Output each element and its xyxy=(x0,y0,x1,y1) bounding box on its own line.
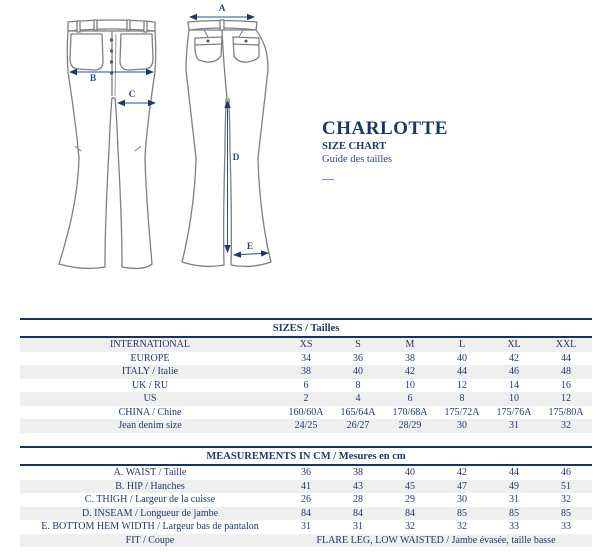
sizes-table-header: SIZES / Tailles xyxy=(20,319,592,337)
cell-value: 44 xyxy=(561,352,572,364)
row-label: UK / RU xyxy=(131,379,169,391)
measurements-table-section xyxy=(20,446,592,547)
measurements-table-header: MEASUREMENTS IN CM / Mesures en cm xyxy=(20,447,592,465)
cell-value: XXL xyxy=(555,339,577,350)
table-row xyxy=(20,480,592,494)
table-row xyxy=(20,337,592,352)
cell-value: 30 xyxy=(457,420,467,431)
cell-value: 33 xyxy=(509,521,519,532)
cell-value: 12 xyxy=(457,379,467,391)
cell-value: 33 xyxy=(561,521,571,532)
row-label: D. INSEAM / Longueur de jambe xyxy=(81,507,219,519)
table-header-row xyxy=(20,447,592,465)
table-row xyxy=(20,392,592,406)
cell-value: 32 xyxy=(405,521,415,532)
page-title: CHARLOTTE xyxy=(322,118,448,139)
table-row xyxy=(20,507,592,521)
measure-c-label: C xyxy=(128,90,136,100)
back-pocket-right xyxy=(233,37,259,62)
measure-b-label: B xyxy=(89,74,97,84)
cell-value: 34 xyxy=(301,352,311,364)
table-row xyxy=(20,493,592,507)
measure-d-label: D xyxy=(232,153,240,163)
cell-value: 85 xyxy=(561,507,571,519)
fit-row xyxy=(20,534,592,548)
sizes-table-section xyxy=(20,318,592,433)
row-label: A. WAIST / Taille xyxy=(113,467,187,478)
cell-value: 160/60A xyxy=(288,406,324,418)
cell-value: 29 xyxy=(405,494,415,505)
cell-value: 2 xyxy=(303,393,309,404)
cell-value: 31 xyxy=(509,420,519,431)
cell-value: 24/25 xyxy=(294,420,318,431)
table-header-row xyxy=(20,319,592,337)
belt-loop xyxy=(220,20,224,30)
belt-loop xyxy=(77,21,80,32)
cell-value: 30 xyxy=(457,494,467,505)
front-pocket-left xyxy=(70,34,103,70)
row-label: E. BOTTOM HEM WIDTH / Largeur bas de pantalon xyxy=(41,521,259,532)
cell-value: 43 xyxy=(353,480,363,492)
fit-value: FLARE LEG, LOW WAISTED / Jambe évasée, taille basse xyxy=(316,534,556,546)
cell-value: 44 xyxy=(509,467,519,478)
cell-value: 40 xyxy=(353,366,363,377)
back-pants-drawing xyxy=(182,20,271,266)
cell-value: 36 xyxy=(353,352,363,364)
table-row xyxy=(20,365,592,379)
cell-value: 36 xyxy=(301,467,311,478)
cell-value: 48 xyxy=(561,366,572,377)
belt-loop xyxy=(94,20,97,30)
row-label: B. HIP / Hanches xyxy=(115,480,185,492)
cell-value: 84 xyxy=(301,507,311,519)
table-row xyxy=(20,419,592,433)
front-pocket-right xyxy=(120,34,153,70)
cell-value: 175/80A xyxy=(548,406,584,418)
cell-value: 14 xyxy=(509,379,519,391)
cell-value: 51 xyxy=(561,480,571,492)
cell-value: 40 xyxy=(457,352,467,364)
table-row xyxy=(20,352,592,366)
belt-loop xyxy=(127,20,130,30)
title-block xyxy=(322,118,552,183)
cell-value: 42 xyxy=(457,467,467,478)
measure-e-label: E xyxy=(246,242,254,252)
cell-value: 32 xyxy=(561,494,571,505)
measurements-table xyxy=(20,446,592,547)
cell-value: 31 xyxy=(509,494,519,505)
cell-value: 175/72A xyxy=(444,406,480,418)
pants-technical-drawing xyxy=(0,0,310,300)
sizes-table xyxy=(20,318,592,433)
cell-value: 40 xyxy=(405,467,415,478)
cell-value: 10 xyxy=(405,379,415,391)
cell-value: 38 xyxy=(405,352,415,364)
cell-value: S xyxy=(355,339,361,350)
row-label: EUROPE xyxy=(130,352,170,364)
cell-value: 8 xyxy=(459,393,465,404)
size-chart-subtitle: SIZE CHART xyxy=(322,141,387,152)
row-label: Jean denim size xyxy=(118,420,182,431)
cell-value: 41 xyxy=(301,480,311,492)
front-pants-drawing xyxy=(59,20,156,268)
cell-value: 170/68A xyxy=(392,406,428,418)
back-silhouette xyxy=(182,30,271,266)
size-chart-subtitle-fr: Guide des tailles xyxy=(322,154,392,165)
table-row xyxy=(20,379,592,393)
cell-value: 6 xyxy=(407,393,413,404)
table-row xyxy=(20,406,592,420)
row-label: FIT / Coupe xyxy=(125,534,175,546)
cell-value: 12 xyxy=(561,393,572,404)
cell-value: 32 xyxy=(561,420,572,431)
cell-value: 85 xyxy=(457,507,467,519)
cell-value: 31 xyxy=(353,521,363,532)
back-pocket-left xyxy=(195,37,222,62)
cell-value: 32 xyxy=(457,521,467,532)
cell-value: 8 xyxy=(355,379,361,391)
cell-value: 45 xyxy=(405,480,415,492)
row-label: CHINA / Chine xyxy=(118,406,182,418)
cell-value: M xyxy=(405,339,415,350)
front-waistband xyxy=(68,20,155,31)
cell-value: 38 xyxy=(353,467,363,478)
cell-value: 49 xyxy=(509,480,519,492)
cell-value: 28/29 xyxy=(398,420,422,431)
cell-value: 165/64A xyxy=(340,406,376,418)
cell-value: XS xyxy=(299,339,313,350)
cell-value: 6 xyxy=(303,379,309,391)
table-row xyxy=(20,520,592,534)
cell-value: 31 xyxy=(301,521,311,532)
cell-value: 4 xyxy=(355,393,361,404)
cell-value: 46 xyxy=(509,366,519,377)
cell-value: 10 xyxy=(509,393,519,404)
cell-value: L xyxy=(458,339,466,350)
cell-value: 26 xyxy=(301,494,311,505)
cell-value: 44 xyxy=(457,366,467,377)
cell-value: 84 xyxy=(405,507,415,519)
cell-value: XL xyxy=(507,339,521,350)
belt-loop xyxy=(144,21,147,32)
table-row xyxy=(20,465,592,480)
cell-value: 16 xyxy=(561,379,572,391)
cell-value: 46 xyxy=(561,467,571,478)
measure-a-label: A xyxy=(218,4,226,14)
cell-value: 42 xyxy=(405,366,415,377)
cell-value: 175/76A xyxy=(496,406,532,418)
cell-value: 42 xyxy=(509,352,519,364)
row-label: INTERNATIONAL xyxy=(110,339,190,350)
cell-value: 38 xyxy=(301,366,311,377)
row-label: C. THIGH / Largeur de la cuisse xyxy=(84,494,216,505)
cell-value: 47 xyxy=(457,480,467,492)
title-divider-dash: — xyxy=(322,171,334,185)
cell-value: 84 xyxy=(353,507,363,519)
row-label: US xyxy=(143,393,157,404)
cell-value: 85 xyxy=(509,507,519,519)
cell-value: 26/27 xyxy=(346,420,370,431)
cell-value: 28 xyxy=(353,494,363,505)
row-label: ITALY / Italie xyxy=(121,366,179,377)
